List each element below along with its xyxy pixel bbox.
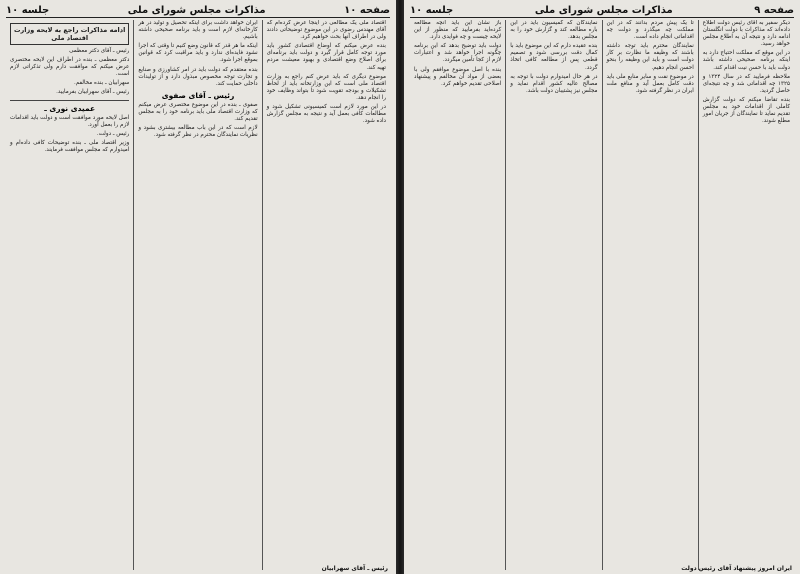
paragraph: صفوی ـ بنده در این موضوع مختصری عرض میکنم که وزارت اقتصاد ملی باید برنامه خود را به مجلس تقدیم کند. [138, 101, 258, 123]
paragraph: نمایندگان محترم باید توجه داشته باشند که وظیفه ما نظارت بر کار دولت است و باید این وظیفه را بنحو احسن انجام دهیم. [606, 43, 694, 71]
left-page [0, 0, 396, 574]
right-col-4 [410, 20, 505, 570]
left-col-1 [262, 20, 390, 570]
left-page-session: جلسه ۱۰ [6, 4, 50, 16]
divider [10, 100, 129, 101]
paragraph: رئیس ـ آقای دکتر معظمی [69, 48, 130, 54]
right-bottom-note: ایران امروز پیشنهاد آقای رئیس دولت [681, 565, 792, 572]
left-page-columns [6, 20, 390, 570]
paragraph: اصل لایحه مورد موافقت است و دولت باید اقدامات لازم را بعمل آورد. [10, 114, 130, 128]
paragraph: دولت باید توضیح بدهد که این برنامه چگونه اجرا خواهد شد و اعتبارات لازم از کجا تأمین میگردد. [414, 43, 502, 64]
paragraph: رئیس ـ آقای سهرابیان بفرمایید. [56, 89, 130, 96]
right-page-label [754, 5, 794, 16]
page-gutter [396, 0, 404, 574]
paragraph: رئیس ـ دولت. [96, 130, 130, 137]
page-number-text: ۹ [754, 4, 761, 16]
left-col-2 [133, 20, 261, 570]
speaker-heading: عمیدی نوری ـ [44, 103, 96, 113]
speaker-heading: رئیس ـ آقای صفوی [161, 90, 235, 100]
right-col-1 [698, 20, 794, 570]
paragraph: در هر حال امیدوارم دولت با توجه به مصالح عالیه کشور اقدام نماید و مجلس نیز پشتیبان دولت باشد. [510, 73, 598, 94]
paragraph: اقتصاد ملی یک مطالعی در اینجا عرض کرده‌ام که آقای مهندس رضوی در این موضوع توضیحاتی دادند ولی در اطراف آنها بحث خواهیم کرد. [266, 20, 386, 41]
paragraph: در این موقع که مملکت احتیاج دارد به اینکه برنامه صحیحی داشته باشد دولت باید با حسن نیت اقدام کند. [702, 50, 790, 71]
right-page-title: مذاکرات مجلس شورای ملی [534, 4, 673, 16]
left-col-3 [6, 20, 133, 570]
paragraph: دیگر سفیر به آقای رئیس دولت اطلاع داده‌اند که مذاکرات با دولت انگلستان ادامه دارد و نتیجه آن به اطلاع مجلس خواهد رسید. [702, 20, 790, 48]
page-label-text: صفحه [763, 4, 794, 16]
right-page-header [410, 3, 794, 18]
paragraph: دکتر معظمی ـ بنده در اطراف این لایحه مختصری عرض میکنم که موافقت دارم ولی تذکراتی لازم است. [10, 57, 130, 78]
paragraph: ملاحظه فرمایید که در سال ۱۳۲۴ و ۱۳۲۵ چه اقداماتی شد و چه نتیجه‌ای حاصل گردید. [702, 73, 790, 94]
right-page-columns [410, 20, 794, 570]
boxed-title: ادامه مذاکرات راجع به لایحه وزارت اقتصاد ملی [10, 23, 129, 45]
paragraph: بنده عقیده دارم که این موضوع باید با کمال دقت بررسی شود و تصمیم قطعی پس از مطالعه کافی اتخاذ گردد. [510, 43, 598, 71]
paragraph: تا یک پیش مردم بدانند که در این مملکت چه میگذرد و دولت چه اقداماتی انجام داده است. [606, 20, 694, 41]
left-page-header [6, 3, 390, 18]
right-col-2 [602, 20, 698, 570]
paragraph: در موضوع نفت و سایر منابع ملی باید دقت کامل بعمل آید و منافع ملت ایران در نظر گرفته شود. [606, 73, 694, 94]
page-label-text: صفحه [359, 4, 390, 16]
left-bottom-note: رئیس ـ آقای سهرابیان [321, 565, 388, 572]
paragraph: بنده معتقدم که دولت باید در امر کشاورزی و صنایع و تجارت توجه مخصوص مبذول دارد و از تولیدات داخلی حمایت کند. [138, 66, 258, 87]
paragraph: بنده با اصل موضوع موافقم ولی با بعضی از مواد آن مخالفم و پیشنهاد اصلاحی تقدیم خواهم کرد. [414, 66, 502, 87]
page-number-text: ۱۰ [344, 4, 357, 16]
paragraph: اینکه ما هر قدر که قانون وضع کنیم تا وقتی که اجرا نشود فایده‌ای ندارد و باید مراقبت کرد که قوانین بموقع اجرا شود. [138, 43, 258, 64]
right-col-3 [505, 20, 601, 570]
paragraph: سهرابیان ـ بنده مخالفم. [73, 80, 130, 87]
right-page-session: جلسه ۱۰ [410, 4, 454, 16]
paragraph: بنده تقاضا میکنم که دولت گزارش کاملی از اقدامات خود به مجلس تقدیم نماید تا نمایندگان از جریان امور مطلع شوند. [702, 96, 790, 125]
paragraph: لازم است که در این باب مطالعه بیشتری بشود و نظریات نمایندگان محترم در نظر گرفته شود. [138, 125, 258, 139]
left-page-label [344, 5, 390, 16]
right-page [404, 0, 800, 574]
paragraph: موضوع دیگری که باید عرض کنم راجع به وزارت اقتصاد ملی است که این وزارتخانه باید از لحاظ تشکیلات و بودجه تقویت شود تا بتواند وظایف خود را انجام دهد. [266, 73, 386, 101]
paragraph: باز نشان این باید آنچه مطالعه کرده‌اید بفرمایید که منظور از این لایحه چیست و چه فوایدی دارد. [414, 20, 502, 41]
paragraph: ایران خواهد داشت برای اینکه تحصیل و تولید در هر کارخانه‌ای لازم است و باید برنامه صحیحی داشته باشیم. [138, 20, 258, 41]
paragraph: در این مورد لازم است کمیسیونی تشکیل شود و مطالعات کافی بعمل آید و نتیجه به مجلس گزارش داده شود. [266, 104, 386, 125]
left-page-title: مذاکرات مجلس شورای ملی [127, 4, 266, 16]
paragraph: وزیر اقتصاد ملی ـ بنده توضیحات کافی داده‌ام و امیدوارم که مجلس موافقت فرمایند. [10, 139, 130, 153]
paragraph: بنده عرض میکنم که اوضاع اقتصادی کشور باید مورد توجه کامل قرار گیرد و دولت باید برنامه‌ای برای اصلاح وضع اقتصادی و بهبود معیشت مردم تهیه کند. [266, 43, 386, 71]
paragraph: نمایندگان که کمیسیون باید در این باره مطالعه کند و گزارش خود را به مجلس بدهد. [510, 20, 598, 41]
